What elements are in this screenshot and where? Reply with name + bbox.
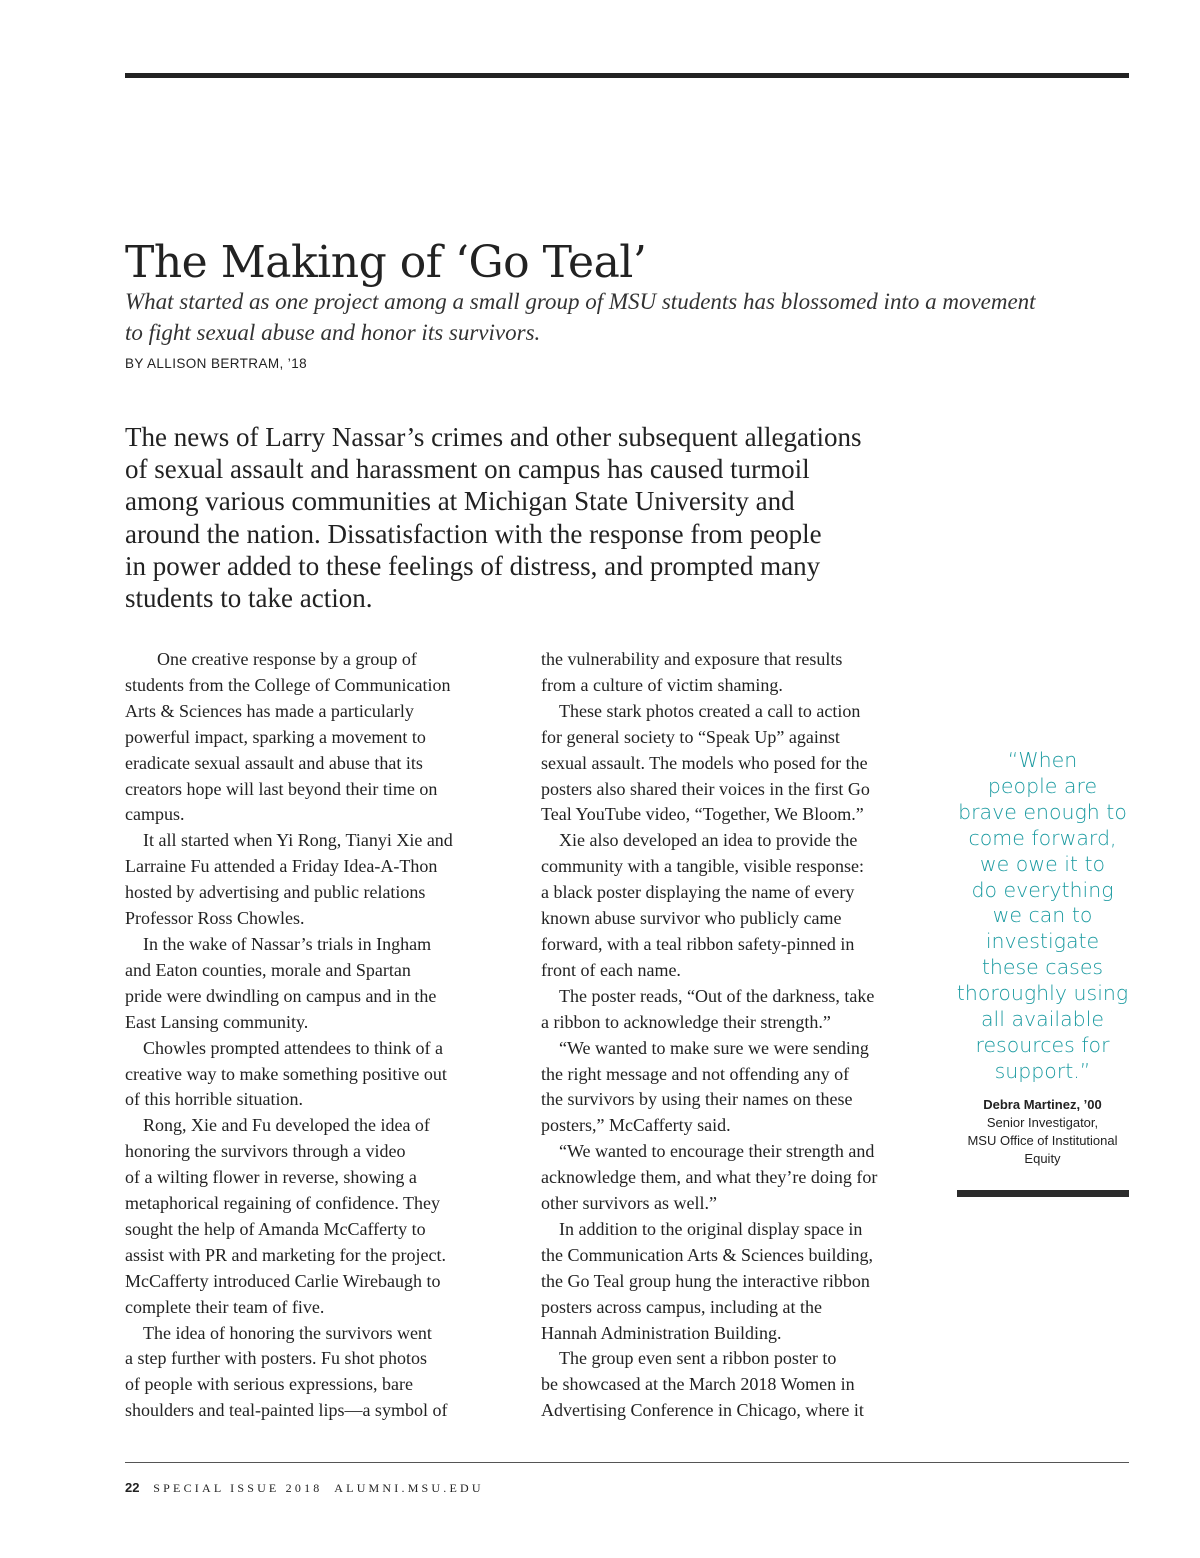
- body-line: of people with serious expressions, bare: [125, 1374, 413, 1395]
- pull-quote-line: come forward,: [968, 825, 1117, 850]
- page-footer: [125, 1478, 484, 1498]
- body-line: powerful impact, sparking a movement to: [125, 726, 426, 747]
- body-line: posters across campus, including at the: [541, 1296, 822, 1317]
- body-column-middle: [541, 647, 926, 1424]
- body-line: from a culture of victim shaming.: [541, 674, 783, 695]
- body-line: metaphorical regaining of confidence. They: [125, 1193, 441, 1214]
- body-line: front of each name.: [541, 959, 681, 980]
- pull-quote: [955, 748, 1130, 1085]
- lede-line: in power added to these feelings of distress, and prompted many: [125, 550, 821, 581]
- body-line: pride were dwindling on campus and in the: [125, 985, 437, 1006]
- pull-quote-line: “When: [1007, 748, 1078, 772]
- body-line: Advertising Conference in Chicago, where it: [541, 1400, 864, 1421]
- body-line: creators hope will last beyond their time on: [125, 778, 438, 799]
- body-line: “We wanted to encourage their strength and: [559, 1141, 875, 1162]
- sidebar-rule: [957, 1190, 1129, 1197]
- body-line: eradicate sexual assault and abuse that its: [125, 752, 423, 773]
- body-line: complete their team of five.: [125, 1296, 325, 1317]
- attribution-role-line: Senior Investigator,: [986, 1115, 1099, 1130]
- body-line: a ribbon to acknowledge their strength.”: [541, 1011, 831, 1032]
- body-line: Larraine Fu attended a Friday Idea-A-Thon: [125, 856, 438, 877]
- pull-quote-line: do everything: [971, 877, 1114, 902]
- article-title: The Making of ‘Go Teal’: [125, 237, 647, 288]
- pull-quote-line: these cases: [981, 955, 1104, 980]
- body-line: the Go Teal group hung the interactive ribbon: [541, 1270, 870, 1291]
- body-line: sexual assault. The models who posed for the: [541, 752, 868, 773]
- body-line: In addition to the original display space in: [559, 1218, 863, 1239]
- body-line: These stark photos created a call to action: [559, 700, 861, 721]
- body-line: community with a tangible, visible response:: [541, 856, 864, 877]
- lede-line: among various communities at Michigan State University and: [125, 486, 795, 517]
- byline: BY ALLISON BERTRAM, ’18: [125, 356, 308, 371]
- pull-quote-line: thoroughly using: [956, 981, 1129, 1006]
- pull-quote-line: we owe it to: [979, 851, 1106, 876]
- body-line: a black poster displaying the name of every: [541, 882, 855, 903]
- body-line: It all started when Yi Rong, Tianyi Xie and: [143, 830, 453, 851]
- pull-quote-line: all available: [981, 1007, 1104, 1032]
- body-line: posters also shared their voices in the first Go: [541, 778, 870, 799]
- body-line: shoulders and teal-painted lips—a symbol of: [125, 1400, 448, 1421]
- body-line: Xie also developed an idea to provide the: [559, 830, 858, 851]
- body-line: McCafferty introduced Carlie Wirebaugh to: [125, 1270, 441, 1291]
- body-line: One creative response by a group of: [157, 649, 417, 669]
- pull-quote-line: resources for: [975, 1032, 1110, 1057]
- body-line: sought the help of Amanda McCafferty to: [125, 1218, 426, 1239]
- body-line: for general society to “Speak Up” against: [541, 726, 840, 747]
- body-line: Teal YouTube video, “Together, We Bloom.”: [541, 804, 864, 825]
- body-line: and Eaton counties, morale and Spartan: [125, 959, 411, 980]
- body-line: The poster reads, “Out of the darkness, take: [559, 985, 875, 1006]
- body-line: of a wilting flower in reverse, showing a: [125, 1167, 417, 1188]
- body-line: Professor Ross Chowles.: [125, 908, 305, 929]
- lede-line: The news of Larry Nassar’s crimes and other subsequent allegations: [125, 422, 862, 452]
- body-line: Chowles prompted attendees to think of a: [143, 1037, 443, 1058]
- issue-label: SPECIAL ISSUE 2018: [153, 1481, 323, 1495]
- body-line: Hannah Administration Building.: [541, 1322, 782, 1343]
- body-line: the right message and not offending any of: [541, 1063, 850, 1084]
- site-url: ALUMNI.MSU.EDU: [334, 1481, 484, 1495]
- body-line: of this horrible situation.: [125, 1089, 303, 1110]
- body-line: East Lansing community.: [125, 1011, 309, 1032]
- body-line: campus.: [125, 804, 185, 825]
- body-line: forward, with a teal ribbon safety-pinned in: [541, 933, 855, 954]
- body-line: posters,” McCafferty said.: [541, 1115, 731, 1136]
- attribution-name: Debra Martinez, ’00: [983, 1097, 1102, 1112]
- body-column-left: [125, 647, 510, 1424]
- top-rule: [125, 73, 1129, 78]
- pull-quote-line: people are: [987, 773, 1098, 798]
- lede-paragraph: [125, 421, 925, 614]
- body-line: acknowledge them, and what they’re doing for: [541, 1167, 878, 1188]
- footer-rule: [125, 1462, 1129, 1463]
- attribution-role-line: MSU Office of Institutional: [967, 1133, 1118, 1148]
- deck-line: to fight sexual abuse and honor its survivors.: [125, 320, 541, 345]
- body-line: be showcased at the March 2018 Women in: [541, 1374, 855, 1395]
- pull-quote-line: support.”: [994, 1058, 1091, 1083]
- body-line: honoring the survivors through a video: [125, 1141, 406, 1162]
- body-line: Arts & Sciences has made a particularly: [125, 700, 414, 721]
- body-line: hosted by advertising and public relations: [125, 882, 426, 903]
- pull-quote-line: we can to: [992, 903, 1093, 928]
- body-line: known abuse survivor who publicly came: [541, 908, 842, 929]
- body-line: the vulnerability and exposure that results: [541, 649, 843, 669]
- pull-quote-line: investigate: [985, 929, 1100, 954]
- body-line: assist with PR and marketing for the project.: [125, 1244, 446, 1265]
- lede-line: students to take action.: [125, 583, 373, 614]
- body-line: In the wake of Nassar’s trials in Ingham: [143, 933, 432, 954]
- body-line: “We wanted to make sure we were sending: [559, 1037, 869, 1058]
- body-line: students from the College of Communication: [125, 674, 451, 695]
- body-line: Rong, Xie and Fu developed the idea of: [143, 1115, 430, 1136]
- body-line: The group even sent a ribbon poster to: [559, 1348, 837, 1369]
- lede-line: around the nation. Dissatisfaction with the response from people: [125, 518, 822, 549]
- page-number: 22: [125, 1480, 140, 1495]
- lede-line: of sexual assault and harassment on campus has caused turmoil: [125, 454, 810, 485]
- attribution-role-line: Equity: [1024, 1151, 1061, 1166]
- quote-attribution: [955, 1096, 1130, 1168]
- body-line: other survivors as well.”: [541, 1193, 717, 1214]
- body-line: The idea of honoring the survivors went: [143, 1322, 432, 1343]
- body-line: the Communication Arts & Sciences building,: [541, 1244, 873, 1265]
- body-line: creative way to make something positive out: [125, 1063, 447, 1084]
- body-line: a step further with posters. Fu shot photos: [125, 1348, 427, 1369]
- body-line: the survivors by using their names on these: [541, 1089, 853, 1110]
- pull-quote-line: brave enough to: [958, 799, 1127, 824]
- deck-line: What started as one project among a small group of MSU students has blossomed into a movement: [125, 289, 1036, 314]
- article-deck: [125, 286, 1125, 348]
